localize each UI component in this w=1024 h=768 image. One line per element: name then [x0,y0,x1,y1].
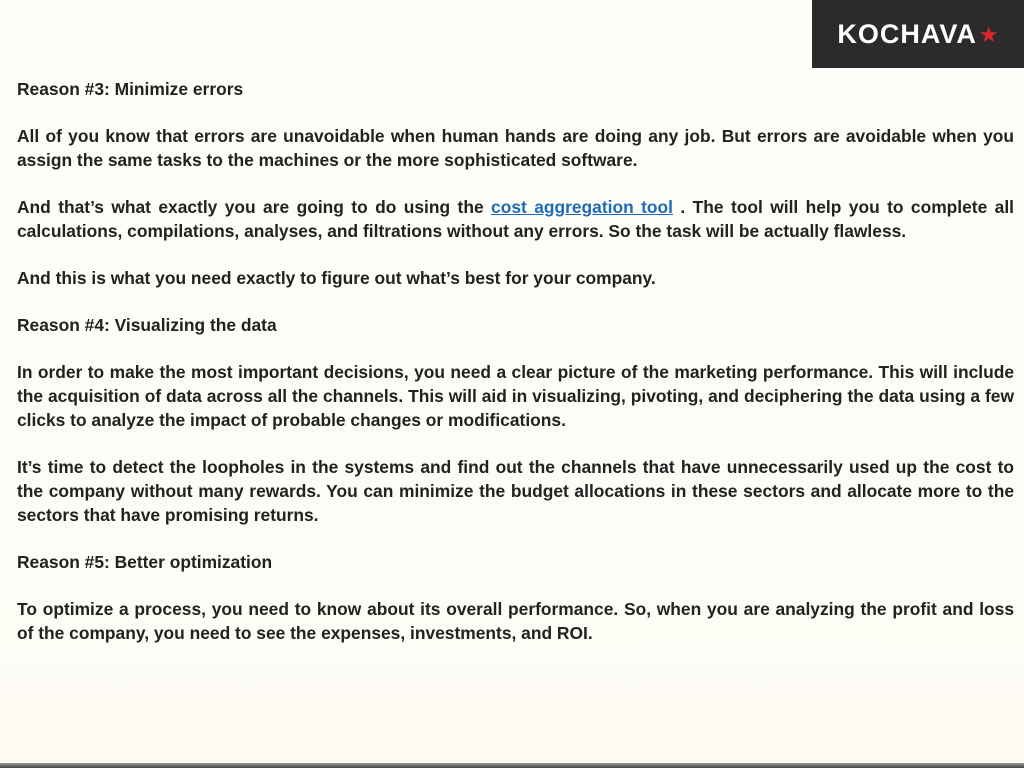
reason3-paragraph-2 [17,195,1014,243]
reason4-paragraph-1: In order to make the most important decisions, you need a clear picture of the marketing performance. This will include the acquisition of data across all the channels. This will aid in visualizing, pivoting, and deciphering the data using a few clicks to analyze the impact of probable changes or modifications. [17,362,1014,430]
reason3-paragraph-1: All of you know that errors are unavoidable when human hands are doing any job. But errors are avoidable when you assign the same tasks to the machines or the more sophisticated software. [17,126,1014,170]
star-icon: ★ [978,22,999,47]
bottom-divider [0,763,1024,768]
reason4-paragraph-2: It’s time to detect the loopholes in the systems and find out the channels that have unnecessarily used up the cost to the company without many rewards. You can minimize the budget allocations in these sectors and allocate more to the sectors that have promising returns. [17,457,1014,525]
reason5-paragraph-1: To optimize a process, you need to know about its overall performance. So, when you are analyzing the profit and loss of the company, you need to see the expenses, investments, and ROI. [17,599,1014,643]
reason3-paragraph-3: And this is what you need exactly to figure out what’s best for your company. [17,268,656,288]
reason4-heading: Reason #4: Visualizing the data [17,315,277,335]
kochava-logo [812,0,1024,68]
cost-aggregation-tool-link[interactable]: cost aggregation tool [491,197,673,217]
reason3-heading: Reason #3: Minimize errors [17,79,244,99]
article-body [17,77,1014,668]
reason3-paragraph-2-tail: . The tool will help you to complete all calculations, compilations, analyses, and filtrations without any errors. So the task will be actually flawless. [17,197,1014,241]
reason5-heading: Reason #5: Better optimization [17,552,273,572]
reason3-paragraph-2-lead: And that’s what exactly you are going to do using the [17,197,492,217]
logo-text: KOCHAVA [837,18,977,49]
